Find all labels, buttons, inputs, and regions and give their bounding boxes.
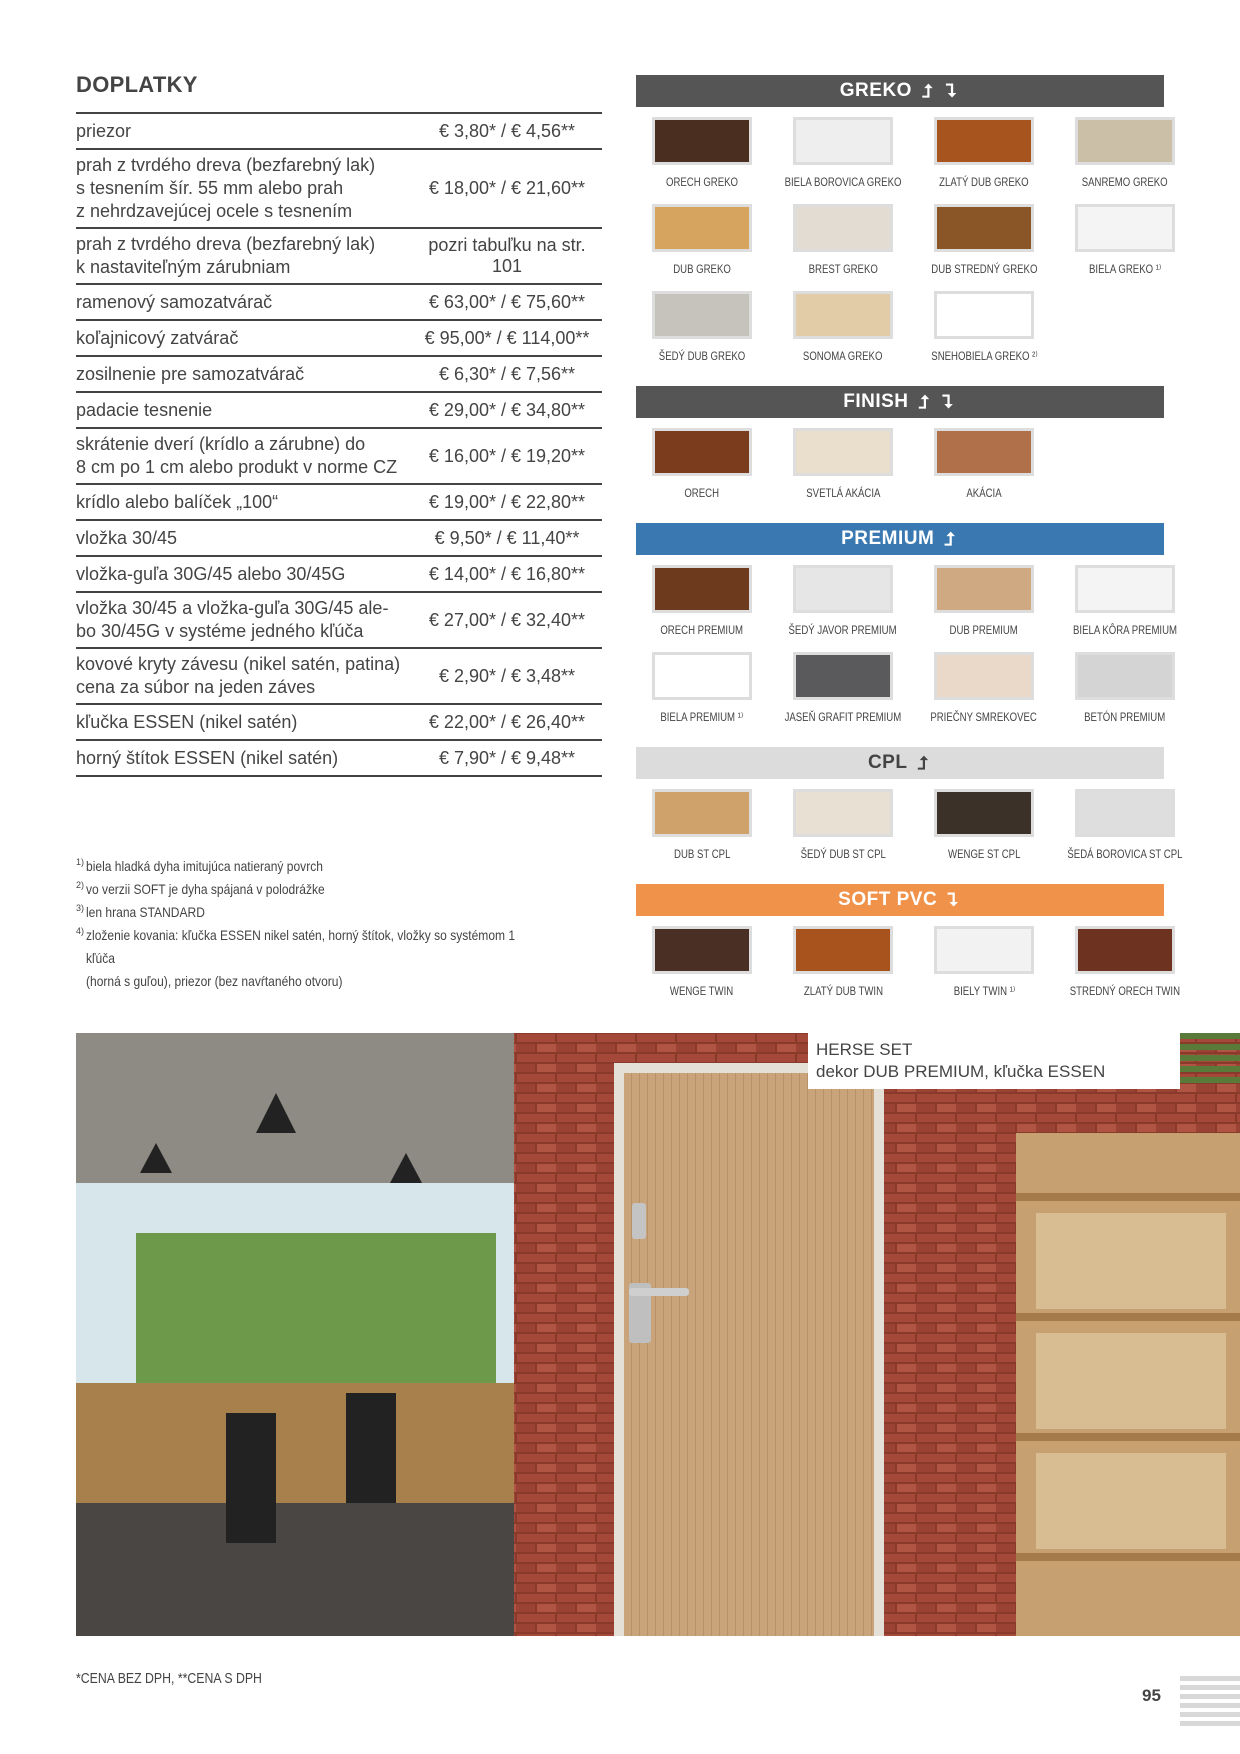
price-row-price: € 6,30* / € 7,56**: [438, 363, 576, 384]
price-row-description: prah z tvrdého dreva (bezfarebný lak) s tesnením šír. 55 mm alebo prah z nehrdzavejúcej ocele s tesnením: [76, 155, 376, 221]
decorative-stripes-bottom: [1180, 1676, 1240, 1730]
swatch-tile: [934, 565, 1034, 613]
swatch-tile: [793, 926, 893, 974]
swatch-label: BIELY TWIN ¹⁾: [953, 984, 1015, 998]
decor-swatch: [1059, 291, 1191, 378]
price-row: [76, 357, 602, 393]
swatch-tile: [652, 291, 752, 339]
price-row-description: koľajnicový zatvárač: [76, 327, 239, 348]
swatch-label: ORECH: [684, 486, 720, 500]
swatch-tile: [1075, 789, 1175, 837]
section-title: GREKO: [839, 80, 912, 101]
swatch-tile: [934, 652, 1034, 700]
caption-subtitle: dekor DUB PREMIUM, kľučka ESSEN: [816, 1062, 1106, 1081]
price-row-description: vložka 30/45: [76, 527, 178, 548]
photo-caption: [808, 1033, 1180, 1089]
decor-swatch: [636, 291, 768, 378]
footnote: [76, 878, 602, 901]
price-row-price: € 16,00* / € 19,20**: [428, 445, 586, 466]
decor-swatch: [918, 117, 1050, 204]
swatch-label: ZLATÝ DUB GREKO: [939, 175, 1029, 189]
swatch-tile: [652, 652, 752, 700]
price-row-price: € 27,00* / € 32,40**: [428, 609, 586, 630]
opening-direction-icon: ⮥: [917, 752, 933, 773]
price-row: [76, 229, 602, 285]
swatch-label: DUB GREKO: [673, 262, 731, 276]
decor-swatch: [918, 789, 1050, 876]
opening-direction-icon: ⮥ ⮧: [918, 391, 957, 412]
price-row: [76, 557, 602, 593]
swatch-label: BIELA KÔRA PREMIUM: [1072, 623, 1178, 637]
decor-swatch: [777, 204, 909, 291]
footnote: [76, 901, 602, 924]
swatch-tile: [793, 117, 893, 165]
section-header-cpl: [636, 747, 1164, 779]
swatch-tile: [793, 204, 893, 252]
section-header-greko: [636, 75, 1164, 107]
product-photo: [76, 1033, 1240, 1636]
price-row: [76, 741, 602, 777]
swatch-label: AKÁCIA: [966, 486, 1002, 500]
swatch-label: ŠEDÝ DUB GREKO: [658, 349, 746, 363]
footnote: [76, 924, 602, 993]
swatch-tile: [652, 565, 752, 613]
swatch-tile: [1075, 565, 1175, 613]
price-row: [76, 649, 602, 705]
section-header-premium: [636, 523, 1164, 555]
swatch-tile: [934, 789, 1034, 837]
swatch-label: DUB STREDNÝ GREKO: [930, 262, 1038, 276]
swatch-label: WENGE TWIN: [670, 984, 734, 998]
swatch-label: BIELA BOROVICA GREKO: [784, 175, 902, 189]
swatch-tile: [652, 117, 752, 165]
swatch-tile: [1075, 204, 1175, 252]
swatch-label: JASEŇ GRAFIT PREMIUM: [784, 710, 902, 724]
swatch-tile: [934, 926, 1034, 974]
decor-swatch: [636, 926, 768, 1013]
price-row: [76, 521, 602, 557]
decor-swatch: [636, 789, 768, 876]
decor-swatch: [636, 565, 768, 652]
price-row-price: € 9,50* / € 11,40**: [434, 527, 580, 548]
page-number: 95: [1142, 1686, 1161, 1705]
swatch-tile: [652, 926, 752, 974]
decor-swatch: [918, 652, 1050, 739]
swatch-label: STREDNÝ ORECH TWIN: [1069, 984, 1181, 998]
price-row: [76, 285, 602, 321]
swatch-tile: [793, 428, 893, 476]
price-row-description: krídlo alebo balíček „100“: [76, 491, 279, 512]
price-row-description: zosilnenie pre samozatvárač: [76, 363, 305, 384]
price-row: [76, 485, 602, 521]
decor-swatch: [918, 926, 1050, 1013]
swatch-tile: [652, 428, 752, 476]
decor-swatch: [1059, 117, 1191, 204]
vat-note: *CENA BEZ DPH, **CENA S DPH: [76, 1670, 262, 1687]
swatch-grid: [636, 428, 1164, 515]
price-row-price: € 18,00* / € 21,60**: [428, 178, 586, 198]
swatch-grid: [636, 565, 1178, 739]
decor-swatch: [1059, 428, 1191, 515]
section-title: FINISH: [843, 391, 909, 412]
swatch-label: DUB ST CPL: [673, 847, 731, 861]
footnote-number: 3): [76, 903, 85, 913]
swatch-label: PRIEČNY SMREKOVEC: [930, 710, 1038, 724]
swatch-label: SVETLÁ AKÁCIA: [805, 486, 881, 500]
footnote-number: 1): [76, 857, 85, 867]
price-row-price: pozri tabuľku na str. 101: [428, 235, 586, 276]
swatch-tile: [1075, 652, 1175, 700]
swatch-tile: [1075, 117, 1175, 165]
swatch-label: BETÓN PREMIUM: [1084, 710, 1166, 724]
decor-swatch: [777, 565, 909, 652]
decor-panel: [636, 75, 1183, 1013]
decor-swatch: [777, 428, 909, 515]
swatch-tile: [652, 789, 752, 837]
swatch-tile: [793, 652, 893, 700]
swatch-tile: [934, 204, 1034, 252]
price-row: [76, 150, 602, 229]
section-title: SOFT PVC: [838, 889, 938, 910]
opening-direction-icon: ⮧: [947, 889, 962, 910]
footnote-text: zloženie kovania: kľučka ESSEN nikel satén, horný štítok, vložky so systémom 1 kľúča (horná s guľou), priezor (bez navŕtaného otvoru): [86, 927, 516, 989]
decor-swatch: [777, 926, 909, 1013]
decor-swatch: [777, 652, 909, 739]
price-row-description: kľučka ESSEN (nikel satén): [76, 711, 298, 732]
price-row-price: € 7,90* / € 9,48**: [438, 747, 576, 768]
footnote-number: 4): [76, 926, 85, 936]
swatch-label: BREST GREKO: [808, 262, 878, 276]
swatch-tile: [934, 291, 1034, 339]
footnote-text: vo verzii SOFT je dyha spájaná v polodrážke: [86, 881, 325, 897]
price-row-price: € 3,80* / € 4,56**: [438, 120, 576, 141]
swatch-label: ŠEDÝ JAVOR PREMIUM: [788, 623, 898, 637]
swatch-label: SONOMA GREKO: [803, 349, 883, 363]
decor-swatch: [918, 291, 1050, 378]
price-row-description: prah z tvrdého dreva (bezfarebný lak) k nastaviteľným zárubniam: [76, 234, 376, 277]
decor-swatch: [777, 117, 909, 204]
price-row-description: vložka-guľa 30G/45 alebo 30/45G: [76, 563, 346, 584]
swatch-tile: [652, 204, 752, 252]
swatch-label: DUB PREMIUM: [949, 623, 1019, 637]
decor-swatch: [636, 117, 768, 204]
price-row-description: padacie tesnenie: [76, 399, 213, 420]
price-row: [76, 114, 602, 150]
swatch-tile: [934, 428, 1034, 476]
opening-direction-icon: ⮥ ⮧: [921, 80, 961, 101]
swatch-tile: [793, 789, 893, 837]
footnote-text: len hrana STANDARD: [86, 904, 205, 920]
swatch-label: ŠEDÁ BOROVICA ST CPL: [1067, 847, 1183, 861]
footnotes: [76, 855, 602, 993]
footnote-text: biela hladká dyha imitujúca natieraný povrch: [86, 858, 323, 874]
decorative-stripes-top: [1180, 1033, 1240, 1089]
decor-swatch: [777, 291, 909, 378]
decor-swatch: [636, 428, 768, 515]
surcharges-section: [76, 72, 602, 993]
swatch-label: ŠEDÝ DUB ST CPL: [800, 847, 886, 861]
footnote-number: 2): [76, 880, 85, 890]
swatch-label: ORECH GREKO: [665, 175, 738, 189]
swatch-label: SANREMO GREKO: [1082, 175, 1168, 189]
section-header-finish: [636, 386, 1164, 418]
swatch-grid: [636, 926, 1181, 1013]
swatch-label: ORECH PREMIUM: [660, 623, 744, 637]
price-row-price: € 95,00* / € 114,00**: [424, 327, 590, 348]
price-row: [76, 429, 602, 485]
price-row-description: vložka 30/45 a vložka-guľa 30G/45 ale- bo 30/45G v systéme jedného kľúča: [76, 598, 389, 641]
price-row-description: priezor: [76, 120, 132, 141]
decor-swatch: [1059, 789, 1191, 876]
opening-direction-icon: ⮥: [944, 528, 959, 549]
decor-swatch: [1059, 926, 1191, 1013]
decor-swatch: [1059, 652, 1191, 739]
swatch-grid: [636, 789, 1183, 876]
decor-swatch: [777, 789, 909, 876]
interior-photo: [76, 1033, 1240, 1636]
decor-swatch: [1059, 565, 1191, 652]
swatch-label: ZLATÝ DUB TWIN: [803, 984, 883, 998]
price-row-price: € 14,00* / € 16,80**: [428, 563, 586, 584]
swatch-label: BIELA PREMIUM ¹⁾: [660, 710, 744, 724]
swatch-label: BIELA GREKO ¹⁾: [1088, 262, 1162, 276]
swatch-tile: [934, 117, 1034, 165]
section-title: CPL: [867, 752, 908, 773]
swatch-grid: [636, 117, 1168, 378]
section-header-soft-pvc: [636, 884, 1164, 916]
price-row-description: kovové kryty závesu (nikel satén, patina) cena za súbor na jeden záves: [76, 654, 401, 697]
price-row: [76, 393, 602, 429]
price-row-description: ramenový samozatvárač: [76, 291, 273, 312]
price-table: [76, 112, 602, 777]
decor-swatch: [918, 428, 1050, 515]
price-row-description: horný štítok ESSEN (nikel satén): [76, 747, 339, 768]
price-row: [76, 705, 602, 741]
page-title: DOPLATKY: [76, 72, 198, 97]
price-row: [76, 321, 602, 357]
section-title: PREMIUM: [841, 528, 935, 549]
swatch-tile: [793, 291, 893, 339]
decor-swatch: [636, 204, 768, 291]
price-row-price: € 29,00* / € 34,80**: [428, 399, 586, 420]
swatch-tile: [1075, 926, 1175, 974]
decor-swatch: [636, 652, 768, 739]
decor-swatch: [918, 565, 1050, 652]
swatch-tile: [793, 565, 893, 613]
price-row-description: skrátenie dverí (krídlo a zárubne) do 8 cm po 1 cm alebo produkt v norme CZ: [76, 434, 398, 477]
price-row-price: € 63,00* / € 75,60**: [428, 291, 586, 312]
swatch-label: SNEHOBIELA GREKO ²⁾: [930, 349, 1038, 363]
price-row-price: € 22,00* / € 26,40**: [428, 711, 586, 732]
footnote: [76, 855, 602, 878]
price-row-price: € 19,00* / € 22,80**: [428, 491, 586, 512]
price-row: [76, 593, 602, 649]
decor-swatch: [918, 204, 1050, 291]
caption-title: HERSE SET: [816, 1040, 913, 1059]
swatch-label: WENGE ST CPL: [947, 847, 1021, 861]
price-row-price: € 2,90* / € 3,48**: [438, 665, 576, 686]
decor-swatch: [1059, 204, 1191, 291]
